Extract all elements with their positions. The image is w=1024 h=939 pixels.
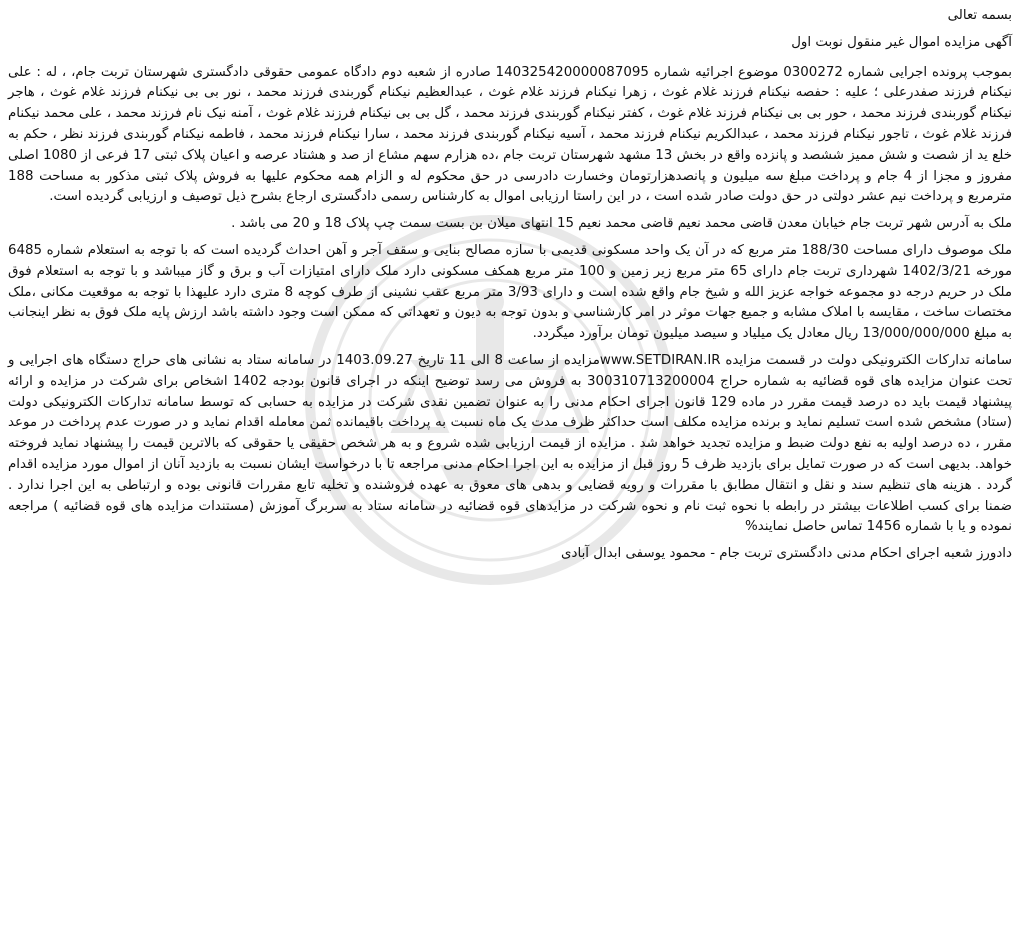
paragraph-auction-terms: سامانه تدارکات الکترونیکی دولت در قسمت مزایده www.SETDIRAN.IRمزایده از ساعت 8 الی 11 تاریخ 1403.09.27 در سامانه ستاد به نشانی های حراج دستگاه های اجرایی و تحت عنوان مزایده های قوه قضائیه به شماره حراج 300310713200004 به فروش می رسد توضیح اینکه در اجرای قانون بودجه 1402 اشخاص برای شرکت در مزایده و ارائه پیشنهاد قیمت باید ده درصد قیمت مقرر در ماده 129 قانون اجرای احکام مدنی را به عنوان تضمین نقدی شرکت در مزایده به حسابی که توسط سامانه تدارکات الکترونیکی دولت (ستاد) مشخص شده است تسلیم نماید و برنده مزایده مکلف است حداکثر ظرف مدت یک ماه نسبت به پرداخت باقیمانده ثمن معامله اقدام نماید و در صورت عدم پرداخت در موعد مقرر ، ده درصد اولیه به نفع دولت ضبط و مزایده تجدید خواهد شد . مزایده از قیمت ارزیابی شده شروع و به هر شخص حقیقی یا حقوقی که بالاترین قیمت را پیشنهاد نماید فروخته خواهد. بدیهی است که در صورت تمایل برای بازدید ظرف 5 روز قبل از مزایده به این اجرا احکام مدنی مراجعه تا با درخواست ایشان نسبت به بازدید آنان از اموال مورد مزایده اقدام گردد . هزینه های تنظیم سند و نقل و انتقال مطابق با مقررات و رویه قضایی و بدهی های معوق به عهده فروشنده و تخلیه تابع مقررات قانونی بوده و ارتباطی به این اجرا ندارد . ضمنا برای کسب اطلاعات بیشتر در رابطه با نحوه ثبت نام و نحوه شرکت در مزایدهای قوه قضائیه در سامانه ستاد به سربرگ آموزش (مستندات مزایده های قوه قضائیه ) مراجعه نموده و یا با شماره 1456 تماس حاصل نمایند% [8,352,1013,535]
heading: بسمه تعالی [947,8,1012,23]
paragraph-case: بموجب پرونده اجرایی شماره 0300272 موضوع اجرائیه شماره 140325420000087095 صادره از شعبه دوم دادگاه عمومی حقوقی دادگستری شهرستان تربت جام، ، له : علی نیکنام فرزند صفدرعلی ؛ علیه : حفصه نیکنام فرزند غلام غوث ، زهرا نیکنام فرزند غلام غوث ، عبدالعظیم نیکنام گوربندی فرزند محمد ، نور بی بی نیکنام فرزند غلام غوث ، هاجر نیکنام گوربندی فرزند محمد ، حور بی بی نیکنام فرزند غلام غوث ، کفتر نیکنام گوربندی فرزند محمد ، گل بی بی نیکنام فرزند غلام غوث ، آمنه نیک نام فرزند محمد ، علی محمد نیکنام فرزند غلام غوث ، تاجور نیکنام فرزند محمد ، عبدالکریم نیکنام فرزند محمد ، آسیه نیکنام گوربندی فرزند محمد ، سارا نیکنام فرزند محمد ، فاطمه نیکنام گوربندی فرزند نظر ، حکم به خلع ید از شصت و شش ممیز ششصد و پانزده واقع در بخش 13 مشهد شهرستان تربت جام ،ده هزارم سهم مشاع از صد و هشتاد عرصه و اعیان پلاک ثبتی 17 فرعی از 1080 اصلی مفروز و مجزا از 4 جام و پرداخت مبلغ سه میلیون و پانصدهزارتومان وخسارت دادرسی در حق محکوم له و الزام همه محکوم علیها به فروش پلاک ثبتی مذکور به مساحت 188 مترمربع و پرداخت نیم عشر دولتی در حق دولت صادر شده است ، در این راستا ارزیابی اموال به کارشناس رسمی دادگستری ارجاع بشرح ذیل توصیف و ارزیابی گردیده است. [8,64,1012,205]
signature: دادورز شعبه اجرای احکام مدنی دادگستری تربت جام - محمود یوسفی ابدال آبادی [561,546,1012,562]
page-title: آگهی مزایده اموال غیر منقول نوبت اول [791,34,1012,50]
paragraph-address: ملک به آدرس شهر تربت جام خیابان معدن قاضی محمد نعیم قاضی محمد نعیم 15 انتهای میلان بن بست سمت چپ پلاک 18 و 20 می باشد . [231,216,1012,232]
paragraph-description: ملک موصوف دارای مساحت 188/30 متر مربع که در آن یک واحد مسکونی قدیمی با سازه مصالح بنایی و سقف آجر و آهن احداث گردیده است که با توجه به استعلام شماره 6485 مورخه 1402/3/21 شهرداری تربت جام دارای 65 متر مربع زیر زمین و 100 متر مربع همکف مسکونی دارد ملک دارای امتیازات آب و برق و گاز میباشد و با توجه به استعلام فوق ملک در حریم درجه دو مجموعه خواجه عزیز الله و شیخ جام واقع شده است و دارای 3/93 متر مربع عقب نشینی از طرف کوچه 8 متری دارد علیهذا با توجه به موقعیت مکانی ،ملک مختصات ساخت ، مقایسه با املاک مشابه و جمیع جهات موثر در امر کارشناسی و بدون توجه به دیون و تعهداتی که ممکن است وجود داشته باشد ارزش پایه ملک فوق به نظر اینجانب به مبلغ 13/000/000/000 ریال معادل یک میلیاد و سیصد میلیون تومان برآورد میگردد. [8,242,1012,342]
notice-body [8,6,1012,565]
